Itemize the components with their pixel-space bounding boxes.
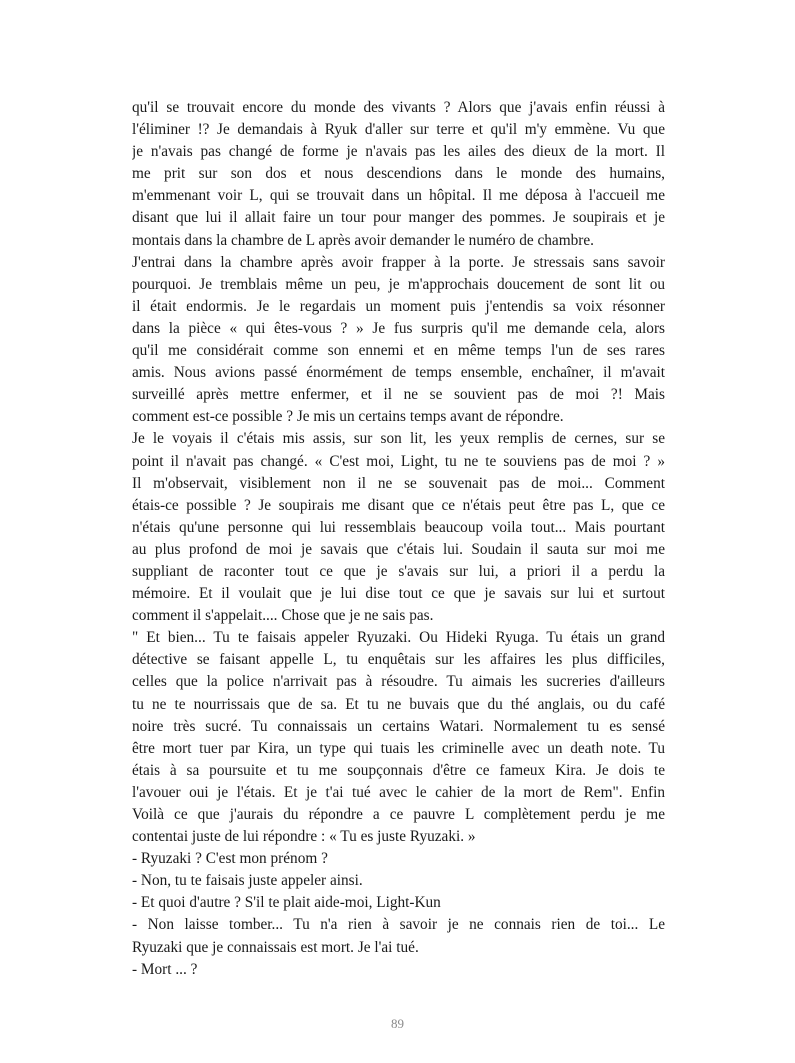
body-text bbox=[132, 97, 665, 981]
text-line: m'emmenant voir L, qui se trouvait dans un hôpital. Il me déposa à l'accueil me bbox=[132, 187, 665, 205]
text-line: Je le voyais il c'étais mis assis, sur son lit, les yeux remplis de cernes, sur se bbox=[132, 430, 665, 448]
text-line: pourquoi. Je tremblais même un peu, je m'approchais doucement de sont lit ou bbox=[132, 275, 665, 293]
text-line: qu'il se trouvait encore du monde des vivants ? Alors que j'avais enfin réussi à bbox=[132, 99, 665, 116]
text-line: comment il s'appelait.... Chose que je ne sais pas. bbox=[132, 607, 434, 625]
text-line: être mort tuer par Kira, un type qui tuais les criminelle avec un death note. Tu bbox=[132, 739, 665, 757]
page-number: 89 bbox=[391, 1016, 404, 1031]
text-line: détective se faisant appelle L, tu enquêtais sur les affaires les plus difficiles, bbox=[132, 651, 665, 669]
text-line: point il n'avait pas changé. « C'est moi, Light, tu ne te souviens pas de moi ? » bbox=[132, 452, 665, 470]
text-line: suppliant de raconter tout ce que je s'avais sur lui, a priori il a perdu la bbox=[132, 562, 665, 580]
text-line: amis. Nous avions passé énormément de temps ensemble, enchaîner, il m'avait bbox=[132, 364, 665, 382]
text-line: étais à sa poursuite et tu me soupçonnais d'être ce fameux Kira. Je dois te bbox=[132, 761, 665, 779]
text-line: l'éliminer !? Je demandais à Ryuk d'aller sur terre et qu'il m'y emmène. Vu que bbox=[132, 121, 665, 139]
text-line: contentai juste de lui répondre : « Tu es juste Ryuzaki. » bbox=[132, 828, 476, 846]
text-line: comment est-ce possible ? Je mis un certains temps avant de répondre. bbox=[132, 408, 564, 426]
text-line: - Ryuzaki ? C'est mon prénom ? bbox=[132, 850, 328, 868]
text-line: qu'il me considérait comme son ennemi et en même temps l'un de ses rares bbox=[132, 342, 665, 360]
text-line: l'avouer oui je l'étais. Et je t'ai tué avec le cahier de la mort de Rem". Enfin bbox=[132, 783, 665, 801]
text-line: Il m'observait, visiblement non il ne se souvenait pas de moi... Comment bbox=[132, 474, 665, 492]
text-line: étais-ce possible ? Je soupirais me disant que ce n'étais peut être pas L, que ce bbox=[132, 496, 665, 514]
text-line: disant que lui il allait faire un tour pour manger des pommes. Je soupirais et je bbox=[132, 209, 665, 227]
text-line: Voilà ce que j'aurais du répondre a ce pauvre L complètement perdu je me bbox=[132, 806, 665, 823]
text-line: - Non, tu te faisais juste appeler ainsi. bbox=[132, 872, 363, 890]
text-line: celles que la police n'arrivait pas à résoudre. Tu aimais les sucreries d'ailleurs bbox=[132, 673, 665, 691]
text-line: montais dans la chambre de L après avoir demander le numéro de chambre. bbox=[132, 231, 594, 249]
text-line: n'étais qu'une personne qui lui ressemblais beaucoup voila tout... Mais pourtant bbox=[132, 518, 665, 536]
text-line: - Et quoi d'autre ? S'il te plait aide-moi, Light-Kun bbox=[132, 894, 441, 912]
text-line: - Non laisse tomber... Tu n'a rien à savoir je ne connais rien de toi... Le bbox=[132, 916, 665, 934]
text-line: Ryuzaki que je connaissais est mort. Je l'ai tué. bbox=[132, 938, 419, 956]
text-line: mémoire. Et il voulait que je lui dise tout ce que je savais sur lui et surtout bbox=[132, 585, 665, 603]
text-line: dans la pièce « qui êtes-vous ? » Je fus surpris qu'il me demande cela, alors bbox=[132, 319, 665, 337]
text-line: - Mort ... ? bbox=[132, 960, 198, 978]
text-line: me prit sur son dos et nous descendions dans le monde des humains, bbox=[132, 165, 665, 183]
text-line: J'entrai dans la chambre après avoir frapper à la porte. Je stressais sans savoir bbox=[132, 253, 665, 271]
text-line: surveillé après mettre enfermer, et il ne se souvient pas de moi ?! Mais bbox=[132, 386, 665, 404]
text-line: noire très sucré. Tu connaissais un certains Watari. Normalement tu es sensé bbox=[132, 717, 665, 735]
text-line: " Et bien... Tu te faisais appeler Ryuzaki. Ou Hideki Ryuga. Tu étais un grand bbox=[132, 629, 665, 647]
text-line: tu ne te nourrissais que de sa. Et tu ne buvais que du thé anglais, ou du café bbox=[132, 695, 665, 713]
text-line: je n'avais pas changé de forme je n'avais pas les ailes des dieux de la mort. Il bbox=[132, 143, 665, 161]
text-line: au plus profond de moi je savais que c'étais lui. Soudain il sauta sur moi me bbox=[132, 540, 665, 558]
text-line: il était endormis. Je le regardais un moment puis j'entendis sa voix résonner bbox=[132, 297, 665, 315]
